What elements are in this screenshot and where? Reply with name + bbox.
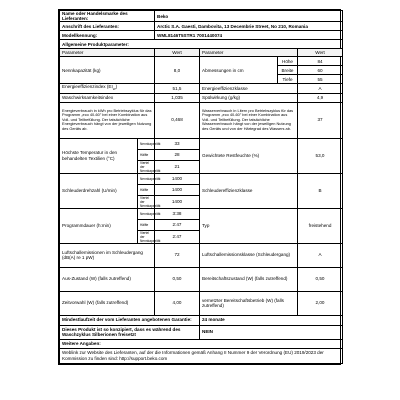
- network-standby-value: 2,00: [298, 291, 343, 315]
- col-value-right: Wert: [298, 49, 343, 57]
- info-table: [59, 10, 343, 364]
- spin-half-value: 1400: [155, 184, 200, 195]
- temp-half-value: 28: [155, 149, 200, 160]
- depth-label: Tiefe: [278, 75, 298, 84]
- standby-label: Bereitschaftszustand (W) (falls zutreffend): [200, 267, 298, 291]
- warranty-value: 24 monate: [200, 315, 343, 325]
- dur-load-half: Hälfte: [138, 219, 155, 230]
- water-consumption-label: Wasserverbrauch in Litern pro Betriebszyklus für das Programm „eco 40-60" bei einer Kombination aus Voll- und Teilbefüllung. Der tatsächliche Wasserverbrauch hängt von der jeweiligen Nutzung des Geräts und von der Härtegrad des Wassers ab.: [200, 102, 298, 138]
- energy-consumption-label: Energieverbrauch in kWh pro Betriebszyklus für das Programm „eco 40-60" bei einer Kombination aus Voll- und Teilbefüllung. Der tatsächliche Energieverbrauch hängt von der jeweiligen Nutzung des Geräts ab.: [60, 102, 155, 138]
- energy-class-label: Energieeffizienzklasse: [200, 84, 298, 93]
- dur-load-full: Nennkapazität: [138, 208, 155, 219]
- width-value: 60: [298, 66, 343, 75]
- spin-full-value: 1400: [155, 173, 200, 184]
- spin-load-full: Nennkapazität: [138, 173, 155, 184]
- noise-label: Luftschallemissionen im Schleudergang (dB(A) re 1 pW): [60, 243, 155, 267]
- spin-class-value: B: [298, 173, 343, 208]
- spin-quarter-value: 1400: [155, 195, 200, 208]
- temp-load-quarter: Viertel der Nennkapazität: [138, 160, 155, 173]
- spin-class-label: Schleudereffizienzklasse: [200, 173, 298, 208]
- rinse-label: Spülwirkung (g/kg): [200, 93, 298, 102]
- dur-full-value: 3:38: [155, 208, 200, 219]
- off-mode-label: Aus-Zustand (W) (falls zutreffend): [60, 267, 155, 291]
- duration-label: Programmdauer (h:min): [60, 208, 138, 243]
- silver-ions-label: Dieses Produkt ist so konzipiert, dass es während des Waschzyklus Silberionen freisetzt: [60, 325, 200, 339]
- spin-load-quarter: Viertel der Nennkapazität: [138, 195, 155, 208]
- wash-efficiency-label: Waschwirksamkeitsindex: [60, 93, 155, 102]
- width-label: Breite: [278, 66, 298, 75]
- col-value-left: Wert: [155, 49, 200, 57]
- spin-speed-label: Schleuderdrehzahl (U/min): [60, 173, 138, 208]
- eei-value: 51,5: [155, 84, 200, 93]
- height-label: Höhe: [278, 57, 298, 66]
- warranty-label: Mindestlaufzeit der vom Lieferanten angebotenen Garantie:: [60, 315, 200, 325]
- dur-load-quarter: Viertel der Nennkapazität: [138, 230, 155, 243]
- rinse-value: 4,9: [298, 93, 343, 102]
- moisture-value: 53,0: [298, 138, 343, 173]
- noise-class-label: Luftschallemissionsklasse (Schleudergang): [200, 243, 298, 267]
- height-value: 84: [298, 57, 343, 66]
- noise-value: 72: [155, 243, 200, 267]
- supplier-address: Arctic S.A. Gaesti, Dambovita, 13 Decembrie Street, No 210, Romania: [155, 22, 343, 31]
- wash-efficiency-value: 1,035: [155, 93, 200, 102]
- off-mode-value: 0,50: [155, 267, 200, 291]
- silver-ions-value: NEIN: [200, 325, 343, 339]
- spin-load-half: Hälfte: [138, 184, 155, 195]
- moisture-label: Gewichtete Restfeuchte (%): [200, 138, 298, 173]
- standby-value: 0,50: [298, 267, 343, 291]
- temperature-label: Höchste Temperatur in den behandelten Textilien (°C): [60, 138, 138, 173]
- dur-half-value: 2:47: [155, 219, 200, 230]
- network-standby-label: vernetzter Bereitschaftsbetrieb (W) (falls zutreffend): [200, 291, 298, 315]
- product-information-sheet: [58, 9, 341, 365]
- type-value: freistehend: [298, 208, 343, 243]
- delay-start-label: Zeitvorwahl (W) (falls zutreffend): [60, 291, 155, 315]
- delay-start-value: 4,00: [155, 291, 200, 315]
- supplier-name: Beko: [155, 11, 343, 22]
- type-label: Typ: [200, 208, 298, 243]
- temp-load-half: Hälfte: [138, 149, 155, 160]
- capacity-value: 8,0: [155, 57, 200, 84]
- temp-load-full: Nennkapazität: [138, 138, 155, 149]
- eei-label: Energieeffizienzindex $(EI_W)$: [60, 84, 155, 93]
- more-info-text: Weblink zur Website des Lieferanten, auf der die Informationen gemäß Anhang II Nummer 9 der Verordnung (EU) 2019/2023 der Kommission zu finden sind: http://support.beko.com: [60, 348, 343, 363]
- energy-consumption-value: 0,468: [155, 102, 200, 138]
- model-id: WML8146T5STR1 7001440074: [155, 31, 343, 40]
- supplier-address-label: Anschrift des Lieferanten:: [60, 22, 155, 31]
- supplier-name-label: Name oder Handelsmarke des Lieferanten:: [60, 11, 155, 22]
- temp-full-value: 33: [155, 138, 200, 149]
- col-parameter-left: Parameter: [60, 49, 155, 57]
- energy-class-value: A: [298, 84, 343, 93]
- col-parameter-right: Parameter: [200, 49, 298, 57]
- model-label: Modellkennung:: [60, 31, 155, 40]
- depth-value: 55: [298, 75, 343, 84]
- noise-class-value: A: [298, 243, 343, 267]
- dimensions-label: Abmessungen in cm: [200, 57, 278, 84]
- temp-quarter-value: 21: [155, 160, 200, 173]
- more-info-heading: Weitere Angaben:: [60, 339, 343, 348]
- dur-quarter-value: 2:47: [155, 230, 200, 243]
- general-params-heading: Allgemeine Produktparameter:: [60, 40, 343, 49]
- capacity-label: Nennkapazität (kg): [60, 57, 155, 84]
- water-consumption-value: 37: [298, 102, 343, 138]
